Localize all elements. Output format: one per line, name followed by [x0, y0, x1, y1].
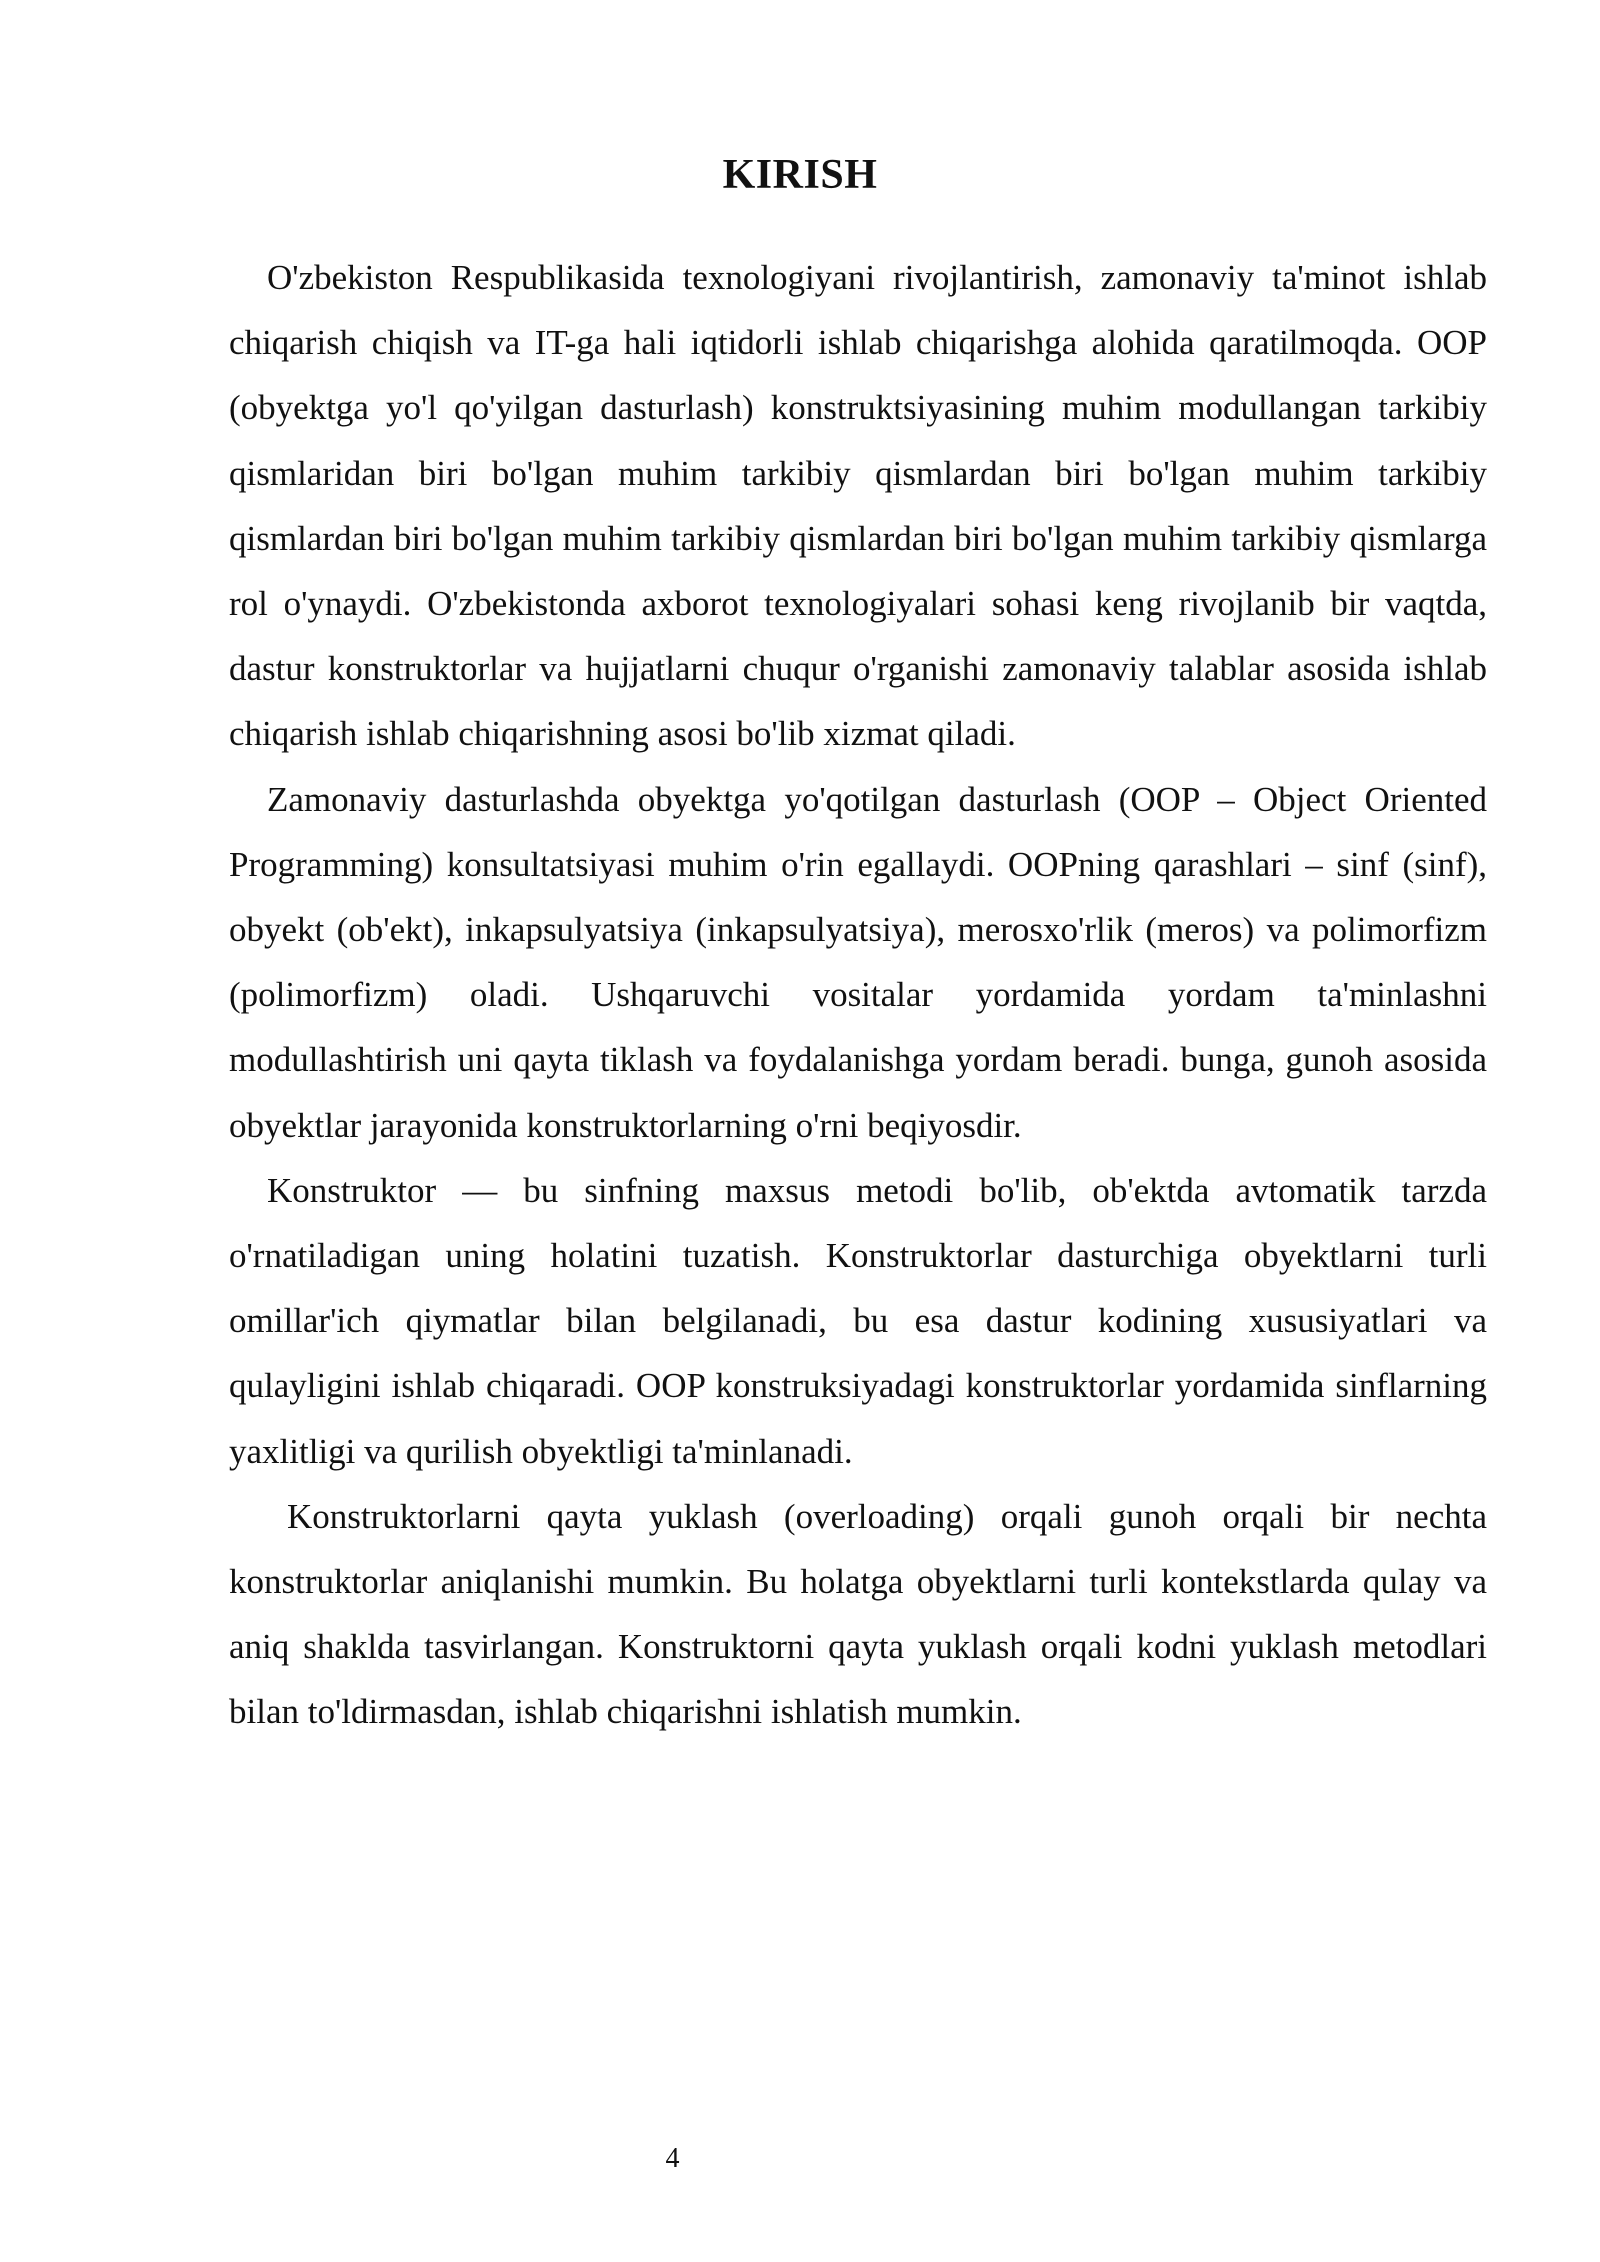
page-title: KIRISH [722, 152, 878, 198]
paragraph-1: O'zbekiston Respublikasida texnologiyani rivojlantirish, zamonaviy ta'minot ishlab chiqarish chiqish va IT-ga hali iqtidorli ishlab chiqarishga alohida qaratilmoqda. OOP (obyektga yo'l qo'yilgan dasturlash) konstruktsiyasining muhim modullangan tarkibiy qismlaridan biri bo'lgan muhim tarkibiy qismlardan biri bo'lgan muhim tarkibiy qismlardan biri bo'lgan muhim tarkibiy qismlardan biri bo'lgan muhim tarkibiy qismlarga rol o'ynaydi. O'zbekistonda axborot texnologiyalari sohasi keng rivojlanib bir vaqtda, dastur konstruktorlar va hujjatlarni chuqur o'rganishi zamonaviy talablar asosida ishlab chiqarish ishlab chiqarishning asosi bo'lib xizmat qiladi. [229, 258, 1487, 754]
paragraph-3: Konstruktor — bu sinfning maxsus metodi bo'lib, ob'ektda avtomatik tarzda o'rnatiladigan uning holatini tuzatish. Konstruktorlar dasturchiga obyektlarni turli omillar'ich qiymatlar bilan belgilanadi, bu esa dastur kodining xususiyatlari va qulayligini ishlab chiqaradi. OOP konstruksiyadagi konstruktorlar yordamida sinflarning yaxlitligi va qurilish obyektligi ta'minlanadi. [229, 1170, 1487, 1471]
paragraph-4: Konstruktorlarni qayta yuklash (overloading) orqali gunoh orqali bir nechta konstruktorlar aniqlanishi mumkin. Bu holatga obyektlarni turli kontekstlarda qulay va aniq shaklda tasvirlangan. Konstruktorni qayta yuklash orqali kodni yuklash metodlari bilan to'ldirmasdan, ishlab chiqarishni ishlatish mumkin. [229, 1496, 1487, 1732]
paragraph-2: Zamonaviy dasturlashda obyektga yo'qotilgan dasturlash (OOP – Object Oriented Programming) konsultatsiyasi muhim o'rin egallaydi. OOPning qarashlari – sinf (sinf), obyekt (ob'ekt), inkapsulyatsiya (inkapsulyatsiya), merosxo'rlik (meros) va polimorfizm (polimorfizm) oladi. Ushqaruvchi vositalar yordamida yordam ta'minlashni modullashtirish uni qayta tiklash va foydalanishga yordam beradi. bunga, gunoh asosida obyektlar jarayonida konstruktorlarning o'rni beqiyosdir. [229, 779, 1487, 1145]
body-text [229, 245, 1487, 1745]
page-number: 4 [665, 2143, 680, 2174]
